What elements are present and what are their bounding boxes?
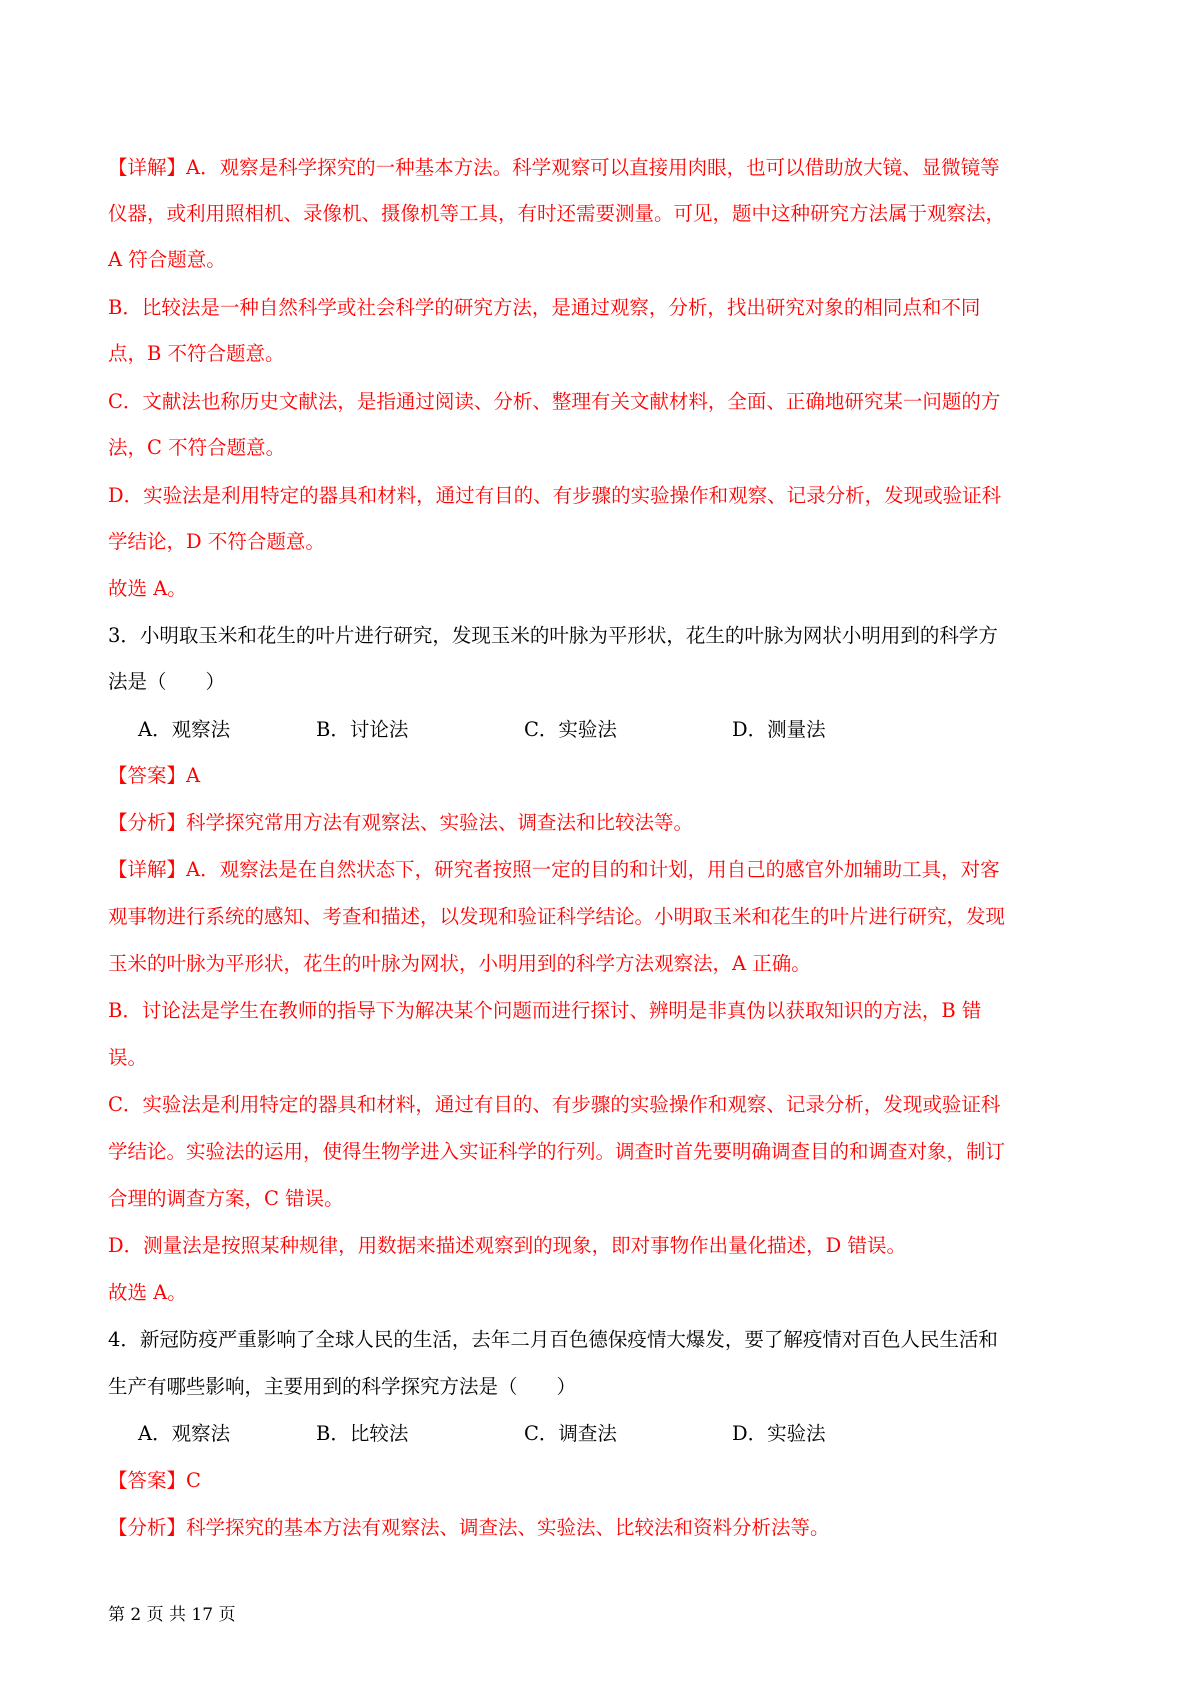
question-4-text: 4．新冠防疫严重影响了全球人民的生活，去年二月百色德保疫情大爆发，要了解疫情对百色人民生活和	[108, 1328, 998, 1351]
explanation-line: C．实验法是利用特定的器具和材料，通过有目的、有步骤的实验操作和观察、记录分析，发现或验证科	[108, 1093, 1001, 1116]
explanation-line: A 符合题意。	[108, 248, 226, 271]
option-b: B．讨论法	[316, 718, 409, 741]
explanation-line: 观事物进行系统的感知、考查和描述，以发现和验证科学结论。小明取玉米和花生的叶片进行研究，发现	[108, 905, 1006, 928]
question-3-text: 3．小明取玉米和花生的叶片进行研究，发现玉米的叶脉为平形状，花生的叶脉为网状小明用到的科学方	[108, 624, 998, 647]
explanation-line: 法，C 不符合题意。	[108, 436, 286, 459]
explanation-line: 【详解】A．观察是科学探究的一种基本方法。科学观察可以直接用肉眼，也可以借助放大镜、显微镜等	[108, 156, 1000, 179]
explanation-line: B．比较法是一种自然科学或社会科学的研究方法，是通过观察，分析，找出研究对象的相同点和不同	[108, 296, 981, 319]
option-c: C．实验法	[524, 718, 617, 741]
option-a: A．观察法	[138, 718, 231, 741]
option-b: B．比较法	[316, 1422, 409, 1445]
explanation-line: C．文献法也称历史文献法，是指通过阅读、分析、整理有关文献材料，全面、正确地研究某一问题的方	[108, 390, 1001, 413]
explanation-line: 仪器，或利用照相机、录像机、摄像机等工具，有时还需要测量。可见，题中这种研究方法属于观察法，	[108, 202, 1006, 225]
explanation-line: B．讨论法是学生在教师的指导下为解决某个问题而进行探讨、辨明是非真伪以获取知识的方法，B 错	[108, 999, 982, 1022]
analysis-line: 【分析】科学探究常用方法有观察法、实验法、调查法和比较法等。	[108, 811, 694, 834]
explanation-line: D．测量法是按照某种规律，用数据来描述观察到的现象，即对事物作出量化描述，D 错误。	[108, 1234, 906, 1257]
explanation-line: 误。	[108, 1046, 148, 1069]
explanation-line: 玉米的叶脉为平形状，花生的叶脉为网状，小明用到的科学方法观察法，A 正确。	[108, 952, 811, 975]
explanation-line: 学结论。实验法的运用，使得生物学进入实证科学的行列。调查时首先要明确调查目的和调查对象，制订	[108, 1140, 1006, 1163]
option-d: D．实验法	[732, 1422, 826, 1445]
conclusion-line: 故选 A。	[108, 577, 187, 600]
answer-line: 【答案】C	[108, 1469, 201, 1492]
option-a: A．观察法	[138, 1422, 231, 1445]
option-c: C．调查法	[524, 1422, 617, 1445]
explanation-line: 【详解】A．观察法是在自然状态下，研究者按照一定的目的和计划，用自己的感官外加辅助工具，对客	[108, 858, 1000, 881]
page-footer: 第 2 页 共 17 页	[108, 1605, 236, 1625]
option-d: D．测量法	[732, 718, 826, 741]
explanation-line: D．实验法是利用特定的器具和材料，通过有目的、有步骤的实验操作和观察、记录分析，发现或验证科	[108, 484, 1002, 507]
explanation-line: 学结论，D 不符合题意。	[108, 530, 325, 553]
question-4-text: 生产有哪些影响，主要用到的科学探究方法是（ ）	[108, 1375, 577, 1398]
conclusion-line: 故选 A。	[108, 1281, 187, 1304]
analysis-line: 【分析】科学探究的基本方法有观察法、调查法、实验法、比较法和资料分析法等。	[108, 1516, 830, 1539]
explanation-line: 合理的调查方案，C 错误。	[108, 1187, 344, 1210]
question-3-text: 法是（ ）	[108, 670, 226, 693]
explanation-line: 点，B 不符合题意。	[108, 342, 285, 365]
answer-line: 【答案】A	[108, 764, 201, 787]
